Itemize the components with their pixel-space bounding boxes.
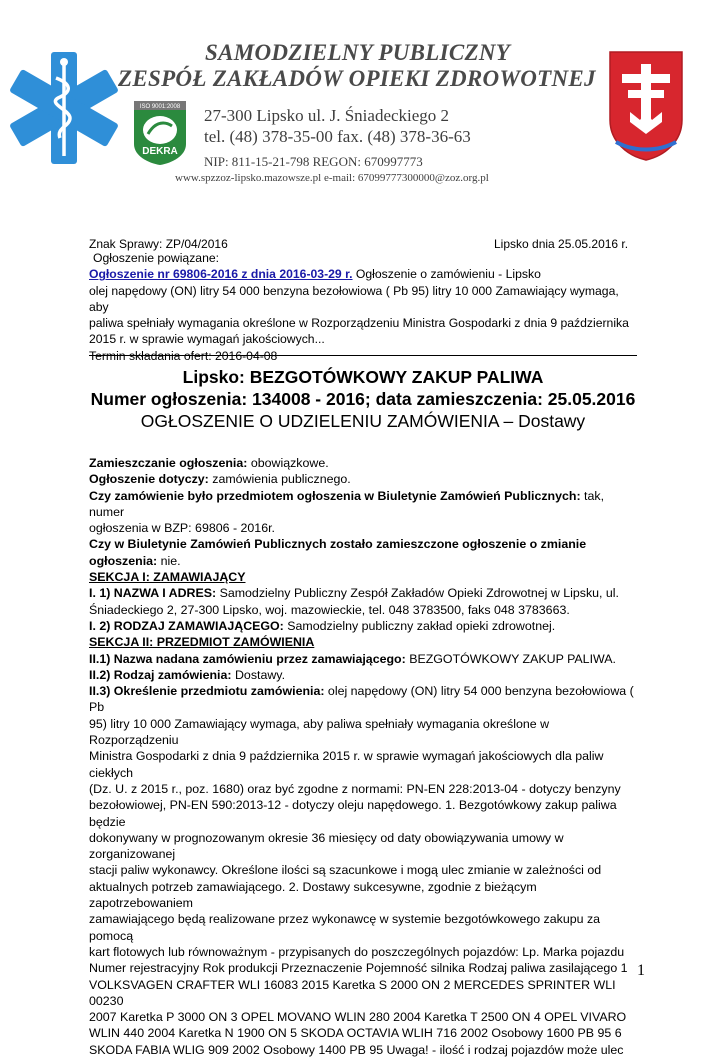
field-value: nie. bbox=[157, 553, 181, 568]
section-heading: SEKCJA I: ZAMAWIAJĄCY bbox=[89, 570, 246, 585]
field-value: ogłoszenia w BZP: 69806 - 2016r. bbox=[89, 521, 275, 536]
institution-name-line2: ZESPÓŁ ZAKŁADÓW OPIEKI ZDROWOTNEJ bbox=[118, 66, 596, 91]
institution-nip-regon: NIP: 811-15-21-798 REGON: 670997773 bbox=[204, 154, 423, 169]
field-label: I. 1) NAZWA I ADRES: bbox=[89, 586, 217, 601]
related-label: Ogłoszenie powiązane: bbox=[93, 251, 220, 265]
field-value: tak, numer bbox=[89, 488, 605, 519]
field-label: I. 2) RODZAJ ZAMAWIAJĄCEGO: bbox=[89, 618, 284, 633]
field-label: ogłoszenia: bbox=[89, 553, 158, 568]
field-value: obowiązkowe. bbox=[247, 456, 329, 470]
field-value: Dostawy. bbox=[231, 667, 286, 682]
body-line: 2007 Karetka P 3000 ON 3 OPEL MOVANO WLIN 280 2004 Karetka T 2500 ON 4 OPEL VIVARO bbox=[89, 1010, 627, 1025]
related-text-3: paliwa spełniały wymagania określone w Rozporządzeniu Ministra Gospodarki z dnia 9 października bbox=[89, 316, 629, 331]
field-value: Samodzielny Publiczny Zespół Zakładów Opieki Zdrowotnej w Lipsku, ul. bbox=[216, 586, 620, 601]
institution-web-email: www.spzzoz-lipsko.mazowsze.pl e-mail: 67099777300000@zoz.org.pl bbox=[175, 172, 489, 184]
body-line: SKODA FABIA WLIG 909 2002 Osobowy 1400 PB 95 Uwaga! - ilość i rodzaj pojazdów może ulec bbox=[89, 1042, 624, 1057]
body-line: (Dz. U. z 2015 r., poz. 1680) oraz być zgodne z normami: PN-EN 228:2013-04 - dotyczy benzyny bbox=[89, 781, 621, 796]
related-notice-link[interactable]: Ogłoszenie nr 69806-2016 z dnia 2016-03-29 r. bbox=[89, 267, 353, 282]
institution-address: 27-300 Lipsko ul. J. Śniadeckiego 2 bbox=[204, 106, 450, 125]
body-line: Ministra Gospodarki z dnia 9 października 2015 r. w sprawie wymagań jakościowych dla paliw ciekłych bbox=[89, 749, 604, 780]
field-label: Zamieszczanie ogłoszenia: bbox=[89, 456, 248, 470]
svg-text:DEKRA: DEKRA bbox=[142, 146, 178, 157]
institution-name-line1: SAMODZIELNY PUBLICZNY bbox=[205, 40, 511, 65]
institution-phone-fax: tel. (48) 378-35-00 fax. (48) 378-36-63 bbox=[204, 127, 471, 146]
body-line: 95) litry 10 000 Zamawiający wymaga, aby paliwa spełniały wymagania określone w Rozporządzeniu bbox=[89, 716, 550, 748]
field-label: II.1) Nazwa nadana zamówieniu przez zamawiającego: bbox=[89, 651, 406, 666]
svg-text:ISO 9001:2008: ISO 9001:2008 bbox=[139, 104, 181, 110]
field-label: Czy w Biuletynie Zamówień Publicznych zostało zamieszczone ogłoszenie o zmianie bbox=[89, 537, 587, 552]
notice-title: Lipsko: BEZGOTÓWKOWY ZAKUP PALIWA bbox=[182, 367, 544, 387]
related-text-1: Ogłoszenie o zamówieniu - Lipsko bbox=[352, 267, 541, 282]
body-line: dokonywany w prognozowanym okresie 36 miesięcy od daty obowiązywania umowy w zorganizowanej bbox=[89, 830, 564, 862]
related-text-4: 2015 r. w sprawie wymagań jakościowych... bbox=[89, 332, 325, 347]
body-line: VOLKSVAGEN CRAFTER WLI 16083 2015 Karetka S 2000 ON 2 MERCEDES SPRINTER WLI 00230 bbox=[89, 977, 616, 1008]
dekra-iso-certificate-icon bbox=[128, 100, 192, 166]
field-value: BEZGOTÓWKOWY ZAKUP PALIWA. bbox=[405, 651, 616, 666]
notice-number-date: Numer ogłoszenia: 134008 - 2016; data zamieszczenia: 25.05.2016 bbox=[90, 389, 636, 409]
offer-deadline: Termin składania ofert: 2016-04-08 bbox=[89, 348, 278, 363]
related-text-2: olej napędowy (ON) litry 54 000 benzyna bezołowiowa ( Pb 95) litry 10 000 Zamawiający wymaga, aby bbox=[89, 283, 619, 314]
body-line: bezołowiowej, PN-EN 590:2013-12 - dotyczy oleju napędowego. 1. Bezgotówkowy zakup paliwa będzie bbox=[89, 798, 617, 829]
body-line: aktualnych potrzeb zamawiającego. 2. Dostawy sukcesywne, zgodnie z bieżącym zapotrzebowaniem bbox=[89, 879, 537, 911]
field-value: olej napędowy (ON) litry 54 000 benzyna bezołowiowa ( Pb bbox=[89, 684, 634, 715]
case-number: Znak Sprawy: ZP/04/2016 bbox=[89, 237, 228, 251]
star-of-life-logo bbox=[8, 48, 120, 168]
field-label: Czy zamówienie było przedmiotem ogłoszenia w Biuletynie Zamówień Publicznych: bbox=[89, 488, 581, 503]
divider bbox=[89, 355, 637, 356]
body-line: kart flotowych lub równoważnym - przypisanych do poszczególnych pojazdów: Lp. Marka pojazdu bbox=[89, 944, 625, 959]
field-label: Ogłoszenie dotyczy: bbox=[89, 472, 209, 487]
notice-type: OGŁOSZENIE O UDZIELENIU ZAMÓWIENIA – Dostawy bbox=[140, 411, 586, 431]
field-label: II.3) Określenie przedmiotu zamówienia: bbox=[89, 684, 325, 699]
document-date: Lipsko dnia 25.05.2016 r. bbox=[494, 237, 629, 251]
section-heading: SEKCJA II: PRZEDMIOT ZAMÓWIENIA bbox=[89, 635, 315, 650]
notice-body bbox=[89, 455, 637, 1058]
body-line: stacji paliw wykonawcy. Określone ilości są szacunkowe i mogą ulec zmianie w zależności od bbox=[89, 863, 602, 878]
related-notice-block bbox=[89, 250, 637, 364]
page-number: 1 bbox=[637, 962, 645, 979]
field-label: II.2) Rodzaj zamówienia: bbox=[89, 667, 232, 682]
coat-of-arms-icon bbox=[608, 50, 684, 162]
body-line: zamawiającego będą realizowane przez wykonawcę w systemie bezgotówkowego zakupu za pomocą bbox=[89, 912, 601, 943]
field-value: Śniadeckiego 2, 27-300 Lipsko, woj. mazowieckie, tel. 048 3783500, faks 048 3783663. bbox=[89, 602, 570, 617]
field-value: Samodzielny publiczny zakład opieki zdrowotnej. bbox=[283, 618, 556, 633]
body-line: Numer rejestracyjny Rok produkcji Przeznaczenie Pojemność silnika Rodzaj paliwa zasilającego 1 bbox=[89, 961, 628, 976]
body-line: WLIN 440 2004 Karetka N 1900 ON 5 SKODA OCTAVIA WLIH 716 2002 Osobowy 1600 PB 95 6 bbox=[89, 1026, 622, 1041]
field-value: zamówienia publicznego. bbox=[208, 472, 351, 487]
